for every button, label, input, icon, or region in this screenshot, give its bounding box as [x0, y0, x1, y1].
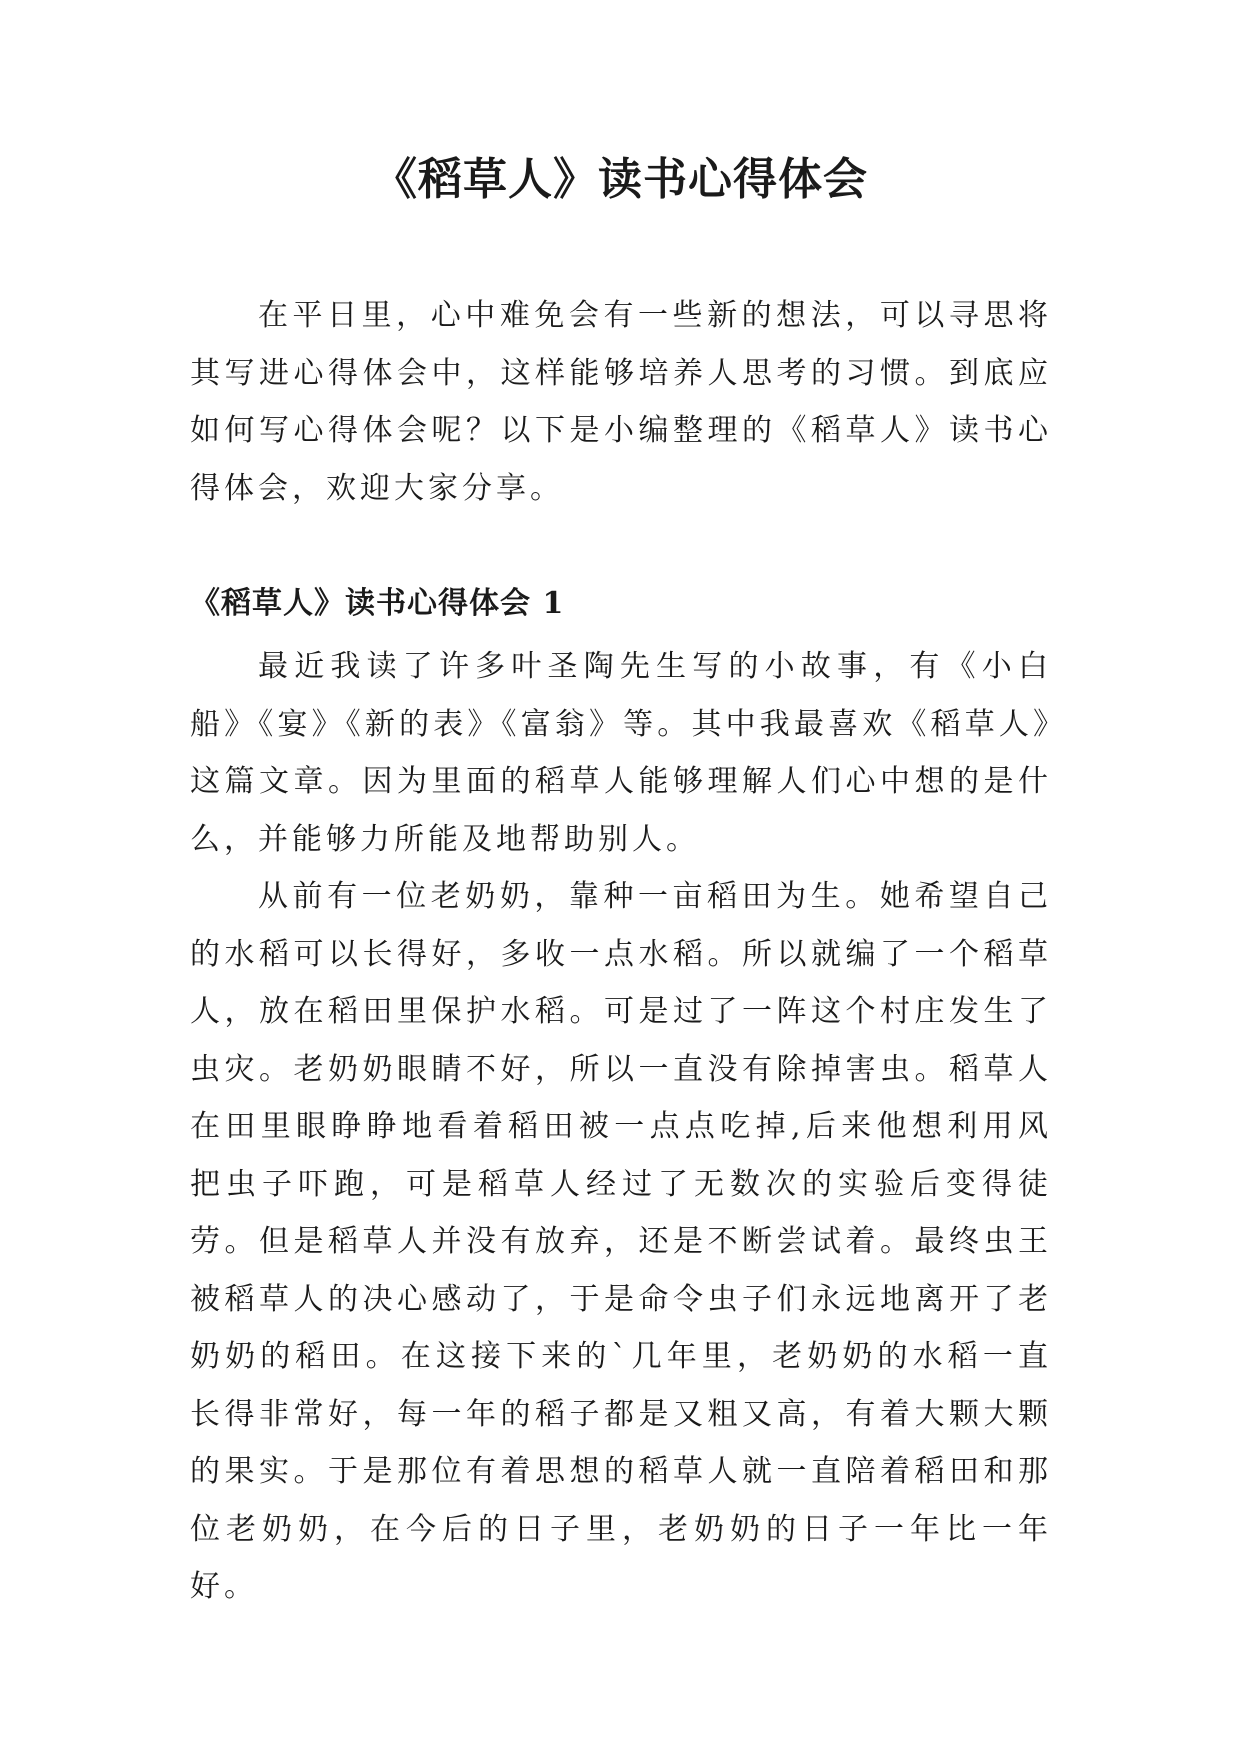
section-body — [190, 638, 1052, 1616]
intro-paragraph: 在平日里，心中难免会有一些新的想法，可以寻思将其写进心得体会中，这样能够培养人思考的习惯。到底应如何写心得体会呢？以下是小编整理的《稻草人》读书心得体会，欢迎大家分享。 — [190, 298, 1052, 506]
body-paragraph: 最近我读了许多叶圣陶先生写的小故事，有《小白船》《宴》《新的表》《富翁》等。其中我最喜欢《稻草人》这篇文章。因为里面的稻草人能够理解人们心中想的是什么，并能够力所能及地帮助别人。 — [190, 649, 1052, 857]
section-heading: 《稻草人》读书心得体会 1 — [190, 586, 565, 621]
body-paragraph: 从前有一位老奶奶，靠种一亩稻田为生。她希望自己的水稻可以长得好，多收一点水稻。所以就编了一个稻草人，放在稻田里保护水稻。可是过了一阵这个村庄发生了虫灾。老奶奶眼睛不好，所以一直没有除掉害虫。稻草人在田里眼睁睁地看着稻田被一点点吃掉,后来他想利用风把虫子吓跑，可是稻草人经过了无数次的实验后变得徒劳。但是稻草人并没有放弃，还是不断尝试着。最终虫王被稻草人的决心感动了，于是命令虫子们永远地离开了老奶奶的稻田。在这接下来的`几年里，老奶奶的水稻一直长得非常好，每一年的稻子都是又粗又高，有着大颗大颗的果实。于是那位有着思想的稻草人就一直陪着稻田和那位老奶奶，在今后的日子里，老奶奶的日子一年比一年好。 — [190, 879, 1052, 1604]
document-title: 《稻草人》读书心得体会 — [373, 154, 868, 205]
